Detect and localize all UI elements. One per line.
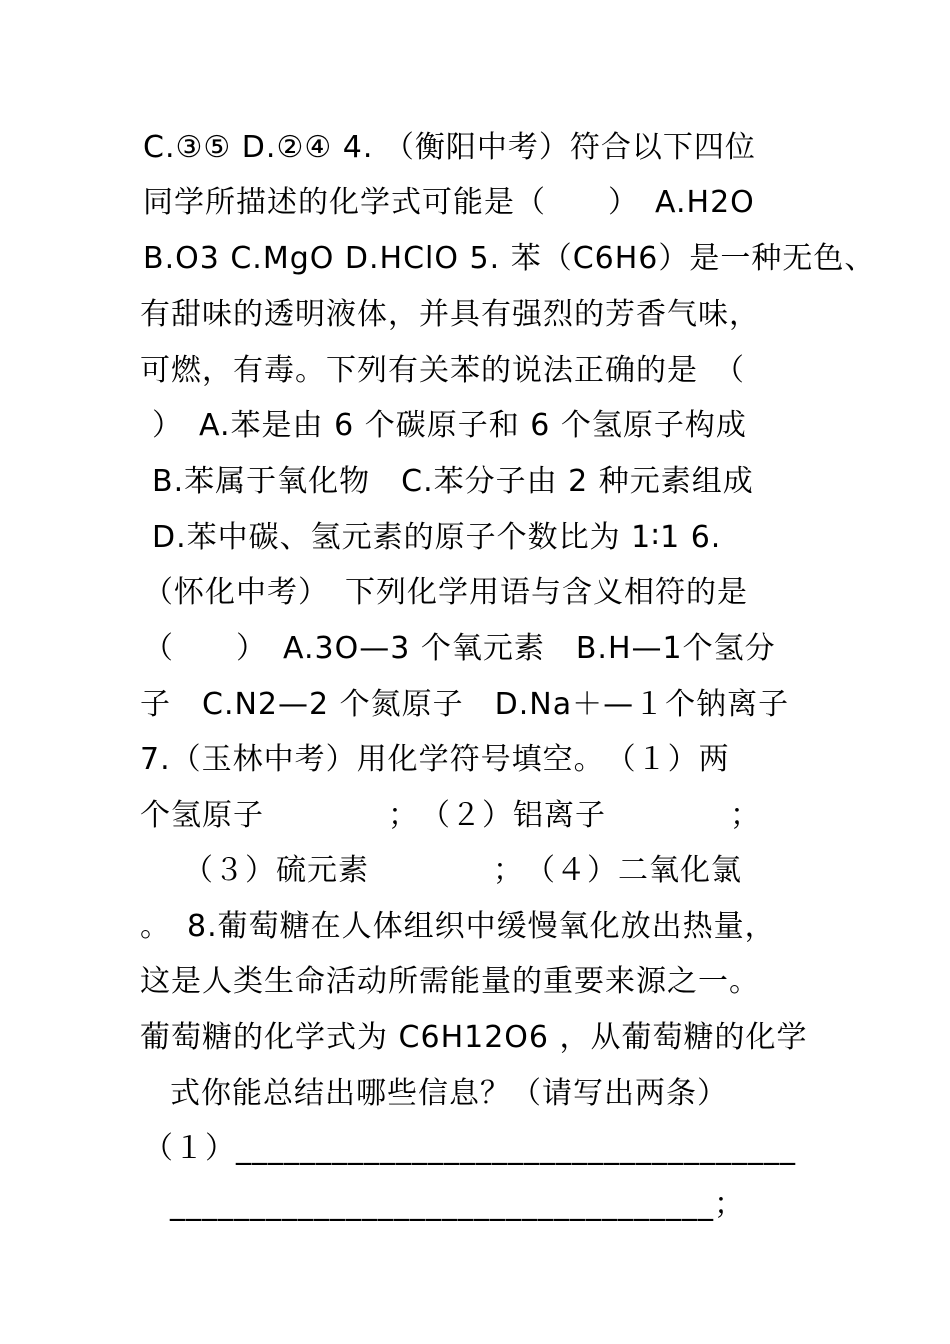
text-line-2: 同学所描述的化学式可能是（ ） A.H2O (143, 185, 755, 220)
text-line-1: C.③⑤ D.②④ 4. （衡阳中考）符合以下四位 (143, 130, 756, 165)
text-line-9: （怀化中考） 下列化学用语与含义相符的是 (143, 575, 748, 610)
text-line-8: D.苯中碳、氢元素的原子个数比为 1∶1 6. (152, 520, 722, 555)
answer-line-2: __________________________________； (170, 1187, 745, 1222)
text-line-10: （ ） A.3O—3 个氧元素 B.H—1个氢分 (143, 631, 776, 666)
text-line-12: 7.（玉林中考）用化学符号填空。 （１）两 (140, 742, 730, 777)
text-line-18: 式你能总结出哪些信息？（请写出两条） (170, 1076, 728, 1111)
text-line-4: 有甜味的透明液体，并具有强烈的芳香气味， (140, 297, 760, 332)
text-line-14: （３）硫元素 ； （４）二氧化氯 (183, 853, 742, 888)
answer-line-1: （１）___________________________________ (143, 1131, 796, 1166)
text-line-7: B.苯属于氧化物 C.苯分子由 2 种元素组成 (152, 464, 754, 499)
text-line-6: ） A.苯是由 6 个碳原子和 6 个氢原子构成 (152, 408, 747, 443)
text-line-13: 个氢原子 ； （２）铝离子 ； (140, 798, 761, 833)
text-line-17: 葡萄糖的化学式为 C6H12O6 ，从葡萄糖的化学 (140, 1020, 808, 1055)
text-line-16: 这是人类生命活动所需能量的重要来源之一。 (140, 964, 760, 999)
text-line-3: B.O3 C.MgO D.HClO 5. 苯（C6H6）是一种无色、 (143, 241, 876, 276)
text-line-5: 可燃，有毒。下列有关苯的说法正确的是 （ (140, 353, 745, 388)
text-line-15: 。 8.葡萄糖在人体组织中缓慢氧化放出热量， (140, 909, 776, 944)
text-line-11: 子 C.N2—2 个氮原子 D.Na＋—１个钠离子 (140, 687, 790, 722)
